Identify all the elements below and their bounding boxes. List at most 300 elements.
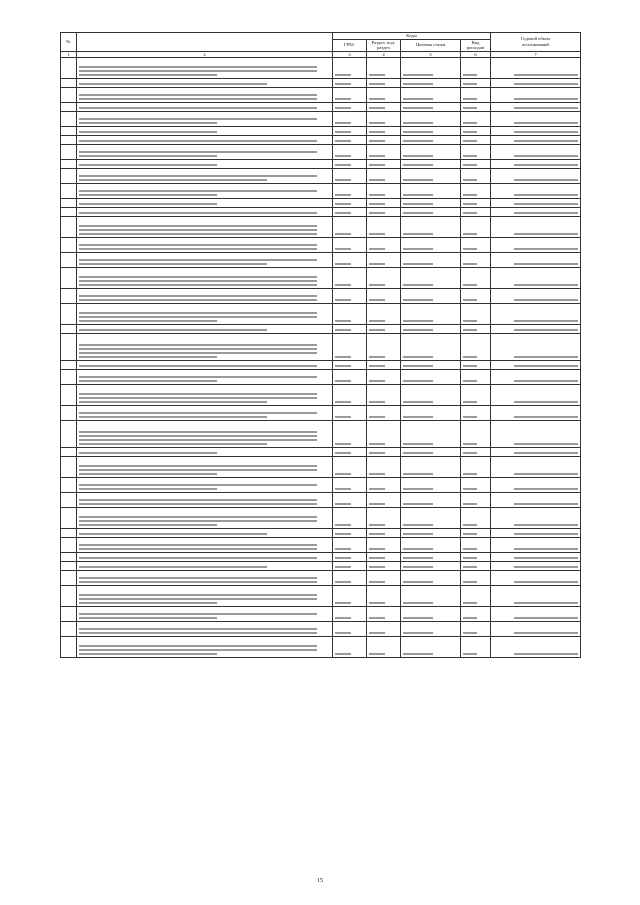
table-cell	[333, 607, 367, 622]
value-placeholder	[335, 263, 351, 265]
table-cell	[333, 553, 367, 562]
value-placeholder	[369, 164, 385, 166]
table-cell	[333, 538, 367, 553]
table-row	[61, 304, 581, 325]
value-placeholder	[463, 233, 477, 235]
table-cell	[61, 145, 77, 160]
table-cell	[401, 571, 461, 586]
value-placeholder	[463, 122, 477, 124]
table-cell	[491, 334, 581, 361]
text-placeholder	[79, 280, 317, 282]
table-cell	[77, 58, 333, 79]
text-placeholder	[79, 431, 317, 433]
value-placeholder	[369, 443, 385, 445]
table-cell	[333, 334, 367, 361]
value-placeholder	[463, 548, 477, 550]
table-row	[61, 136, 581, 145]
value-placeholder	[335, 320, 351, 322]
table-cell	[491, 406, 581, 421]
value-placeholder	[463, 107, 477, 109]
table-cell	[461, 58, 491, 79]
table-cell	[401, 637, 461, 658]
text-placeholder	[79, 365, 317, 367]
table-row	[61, 145, 581, 160]
col-razdel-header: Раздел, под- раздел	[367, 39, 401, 51]
value-placeholder	[463, 98, 477, 100]
table-row	[61, 421, 581, 448]
text-placeholder	[79, 164, 217, 166]
table-cell	[461, 538, 491, 553]
table-cell	[77, 622, 333, 637]
table-cell	[461, 160, 491, 169]
value-placeholder	[403, 365, 433, 367]
value-placeholder	[463, 74, 477, 76]
table-row	[61, 571, 581, 586]
table-cell	[77, 79, 333, 88]
table-cell	[61, 370, 77, 385]
value-placeholder	[369, 263, 385, 265]
table-cell	[367, 637, 401, 658]
text-placeholder	[79, 516, 317, 518]
value-placeholder	[335, 533, 351, 535]
value-placeholder	[369, 74, 385, 76]
value-placeholder	[463, 179, 477, 181]
table-cell	[61, 208, 77, 217]
table-cell	[333, 586, 367, 607]
table-cell	[491, 136, 581, 145]
table-cell	[77, 493, 333, 508]
text-placeholder	[79, 229, 317, 231]
header-index-row	[61, 51, 581, 58]
text-placeholder	[79, 632, 317, 634]
table-cell	[491, 607, 581, 622]
value-placeholder	[335, 401, 351, 403]
value-placeholder	[463, 248, 477, 250]
value-placeholder	[403, 329, 433, 331]
table-cell	[333, 478, 367, 493]
table-cell	[367, 127, 401, 136]
table-cell	[77, 406, 333, 421]
table-cell	[77, 370, 333, 385]
value-placeholder	[403, 557, 433, 559]
table-cell	[61, 622, 77, 637]
table-cell	[61, 385, 77, 406]
table-cell	[491, 127, 581, 136]
table-cell	[77, 268, 333, 289]
table-cell	[77, 217, 333, 238]
table-cell	[333, 448, 367, 457]
table-cell	[491, 79, 581, 88]
value-placeholder	[514, 473, 578, 475]
value-placeholder	[463, 602, 477, 604]
value-placeholder	[369, 566, 385, 568]
value-placeholder	[403, 503, 433, 505]
table-cell	[491, 478, 581, 493]
value-placeholder	[335, 581, 351, 583]
value-placeholder	[514, 179, 578, 181]
text-placeholder	[79, 524, 217, 526]
table-cell	[333, 79, 367, 88]
text-placeholder	[79, 649, 317, 651]
table-cell	[77, 160, 333, 169]
value-placeholder	[335, 155, 351, 157]
table-cell	[401, 622, 461, 637]
value-placeholder	[463, 524, 477, 526]
table-cell	[77, 457, 333, 478]
table-cell	[333, 304, 367, 325]
table-cell	[333, 421, 367, 448]
table-cell	[461, 112, 491, 127]
text-placeholder	[79, 443, 267, 445]
value-placeholder	[403, 284, 433, 286]
value-placeholder	[403, 107, 433, 109]
table-cell	[61, 529, 77, 538]
text-placeholder	[79, 416, 267, 418]
table-cell	[77, 334, 333, 361]
table-row	[61, 208, 581, 217]
value-placeholder	[369, 401, 385, 403]
table-cell	[461, 127, 491, 136]
col-celevaya-header: Целевая статья	[401, 39, 461, 51]
value-placeholder	[403, 401, 433, 403]
table-cell	[367, 253, 401, 268]
value-placeholder	[335, 284, 351, 286]
table-cell	[333, 208, 367, 217]
value-placeholder	[369, 452, 385, 454]
text-placeholder	[79, 401, 267, 403]
text-placeholder	[79, 233, 317, 235]
table-cell	[61, 199, 77, 208]
value-placeholder	[514, 356, 578, 358]
table-cell	[333, 268, 367, 289]
text-placeholder	[79, 598, 317, 600]
value-placeholder	[463, 284, 477, 286]
table-cell	[491, 217, 581, 238]
table-cell	[461, 385, 491, 406]
table-cell	[461, 508, 491, 529]
value-placeholder	[369, 320, 385, 322]
text-placeholder	[79, 276, 317, 278]
col-index: 2	[77, 51, 333, 58]
table-cell	[401, 370, 461, 385]
table-cell	[61, 217, 77, 238]
col-codes-header: Коды	[333, 33, 491, 40]
table-cell	[491, 160, 581, 169]
table-cell	[491, 529, 581, 538]
value-placeholder	[369, 284, 385, 286]
table-cell	[333, 88, 367, 103]
table-cell	[401, 217, 461, 238]
table-cell	[333, 169, 367, 184]
value-placeholder	[335, 380, 351, 382]
table-cell	[461, 586, 491, 607]
value-placeholder	[463, 566, 477, 568]
table-cell	[491, 421, 581, 448]
table-cell	[401, 289, 461, 304]
table-cell	[461, 136, 491, 145]
table-row	[61, 562, 581, 571]
value-placeholder	[514, 122, 578, 124]
value-placeholder	[514, 329, 578, 331]
table-cell	[367, 88, 401, 103]
value-placeholder	[369, 380, 385, 382]
table-cell	[77, 571, 333, 586]
table-cell	[461, 103, 491, 112]
value-placeholder	[369, 365, 385, 367]
table-row	[61, 238, 581, 253]
value-placeholder	[403, 299, 433, 301]
table-cell	[461, 562, 491, 571]
table-cell	[367, 325, 401, 334]
value-placeholder	[514, 503, 578, 505]
table-cell	[461, 553, 491, 562]
table-cell	[461, 289, 491, 304]
value-placeholder	[403, 155, 433, 157]
table-cell	[77, 448, 333, 457]
text-placeholder	[79, 465, 317, 467]
table-cell	[77, 562, 333, 571]
value-placeholder	[335, 131, 351, 133]
table-cell	[333, 622, 367, 637]
table-cell	[77, 127, 333, 136]
value-placeholder	[369, 557, 385, 559]
table-cell	[461, 253, 491, 268]
table-cell	[401, 478, 461, 493]
table-cell	[333, 385, 367, 406]
text-placeholder	[79, 488, 217, 490]
value-placeholder	[335, 179, 351, 181]
text-placeholder	[79, 344, 317, 346]
table-cell	[461, 268, 491, 289]
value-placeholder	[514, 365, 578, 367]
table-cell	[491, 448, 581, 457]
table-cell	[367, 268, 401, 289]
table-cell	[333, 457, 367, 478]
table-cell	[333, 325, 367, 334]
table-cell	[461, 145, 491, 160]
value-placeholder	[335, 566, 351, 568]
table-cell	[77, 145, 333, 160]
table-cell	[461, 607, 491, 622]
value-placeholder	[514, 602, 578, 604]
table-cell	[367, 508, 401, 529]
table-cell	[367, 553, 401, 562]
table-cell	[367, 184, 401, 199]
table-cell	[491, 238, 581, 253]
value-placeholder	[403, 524, 433, 526]
table-cell	[401, 268, 461, 289]
table-cell	[401, 160, 461, 169]
table-cell	[61, 268, 77, 289]
value-placeholder	[335, 203, 351, 205]
value-placeholder	[403, 632, 433, 634]
col-grbs-header: ГРБС	[333, 39, 367, 51]
table-cell	[77, 253, 333, 268]
table-body	[61, 58, 581, 658]
table-cell	[333, 217, 367, 238]
value-placeholder	[335, 233, 351, 235]
table-cell	[401, 79, 461, 88]
table-cell	[461, 184, 491, 199]
table-cell	[461, 304, 491, 325]
table-cell	[77, 508, 333, 529]
value-placeholder	[514, 155, 578, 157]
text-placeholder	[79, 439, 317, 441]
table-cell	[61, 334, 77, 361]
header-row-top	[61, 33, 581, 40]
table-cell	[401, 145, 461, 160]
table-cell	[77, 385, 333, 406]
value-placeholder	[335, 83, 351, 85]
value-placeholder	[335, 653, 351, 655]
value-placeholder	[514, 131, 578, 133]
text-placeholder	[79, 484, 317, 486]
value-placeholder	[335, 557, 351, 559]
text-placeholder	[79, 380, 217, 382]
table-cell	[401, 529, 461, 538]
table-cell	[491, 184, 581, 199]
value-placeholder	[403, 548, 433, 550]
col-name-header	[77, 33, 333, 52]
table-cell	[61, 253, 77, 268]
text-placeholder	[79, 617, 217, 619]
value-placeholder	[335, 524, 351, 526]
table-cell	[61, 508, 77, 529]
table-cell	[401, 562, 461, 571]
value-placeholder	[463, 164, 477, 166]
table-row	[61, 553, 581, 562]
text-placeholder	[79, 544, 317, 546]
value-placeholder	[369, 155, 385, 157]
table-row	[61, 406, 581, 421]
value-placeholder	[335, 548, 351, 550]
value-placeholder	[335, 356, 351, 358]
text-placeholder	[79, 412, 317, 414]
value-placeholder	[369, 473, 385, 475]
table-cell	[333, 199, 367, 208]
table-cell	[77, 325, 333, 334]
text-placeholder	[79, 602, 217, 604]
table-cell	[401, 136, 461, 145]
text-placeholder	[79, 533, 267, 535]
value-placeholder	[335, 140, 351, 142]
value-placeholder	[463, 380, 477, 382]
table-cell	[77, 304, 333, 325]
value-placeholder	[403, 653, 433, 655]
text-placeholder	[79, 248, 317, 250]
table-cell	[61, 127, 77, 136]
col-vid-header: Вид расходов	[461, 39, 491, 51]
value-placeholder	[403, 416, 433, 418]
table-row	[61, 607, 581, 622]
table-cell	[61, 571, 77, 586]
table-row	[61, 169, 581, 184]
value-placeholder	[463, 155, 477, 157]
table-cell	[61, 112, 77, 127]
text-placeholder	[79, 435, 317, 437]
table-cell	[61, 289, 77, 304]
table-cell	[333, 112, 367, 127]
text-placeholder	[79, 613, 317, 615]
table-cell	[461, 325, 491, 334]
table-cell	[61, 607, 77, 622]
table-cell	[77, 238, 333, 253]
text-placeholder	[79, 203, 217, 205]
value-placeholder	[369, 233, 385, 235]
text-placeholder	[79, 74, 217, 76]
value-placeholder	[514, 401, 578, 403]
table-cell	[491, 58, 581, 79]
value-placeholder	[463, 365, 477, 367]
table-cell	[333, 103, 367, 112]
table-cell	[461, 448, 491, 457]
value-placeholder	[514, 617, 578, 619]
table-cell	[401, 88, 461, 103]
text-placeholder	[79, 175, 317, 177]
value-placeholder	[514, 263, 578, 265]
table-cell	[367, 448, 401, 457]
value-placeholder	[463, 356, 477, 358]
text-placeholder	[79, 581, 317, 583]
value-placeholder	[403, 179, 433, 181]
table-cell	[461, 208, 491, 217]
table-cell	[333, 127, 367, 136]
value-placeholder	[335, 299, 351, 301]
table-row	[61, 289, 581, 304]
value-placeholder	[463, 212, 477, 214]
table-cell	[61, 406, 77, 421]
text-placeholder	[79, 520, 317, 522]
text-placeholder	[79, 594, 317, 596]
value-placeholder	[403, 380, 433, 382]
table-cell	[367, 562, 401, 571]
budget-table-wrapper	[60, 32, 580, 658]
value-placeholder	[514, 194, 578, 196]
table-cell	[77, 289, 333, 304]
value-placeholder	[369, 212, 385, 214]
value-placeholder	[463, 443, 477, 445]
table-cell	[61, 136, 77, 145]
value-placeholder	[463, 401, 477, 403]
value-placeholder	[335, 248, 351, 250]
table-cell	[491, 169, 581, 184]
text-placeholder	[79, 356, 217, 358]
table-cell	[401, 103, 461, 112]
table-row	[61, 184, 581, 199]
table-cell	[401, 361, 461, 370]
col-index: 7	[491, 51, 581, 58]
table-cell	[77, 553, 333, 562]
value-placeholder	[335, 194, 351, 196]
value-placeholder	[335, 632, 351, 634]
table-cell	[61, 553, 77, 562]
value-placeholder	[369, 632, 385, 634]
value-placeholder	[369, 356, 385, 358]
table-cell	[77, 103, 333, 112]
table-cell	[491, 268, 581, 289]
col-index: 6	[461, 51, 491, 58]
value-placeholder	[335, 488, 351, 490]
value-placeholder	[403, 98, 433, 100]
text-placeholder	[79, 397, 317, 399]
table-cell	[367, 208, 401, 217]
table-cell	[367, 529, 401, 538]
table-cell	[367, 169, 401, 184]
text-placeholder	[79, 179, 267, 181]
table-cell	[491, 145, 581, 160]
table-cell	[367, 538, 401, 553]
value-placeholder	[369, 524, 385, 526]
